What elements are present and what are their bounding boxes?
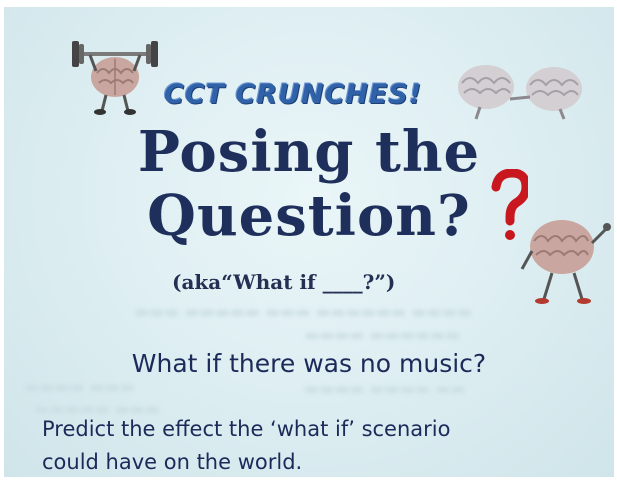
instruction-text xyxy=(42,413,602,477)
page-title-line-1: Posing the xyxy=(137,119,481,185)
background-ghost-text: ▬▬▬▬ ▬▬▬▬▬▬ xyxy=(304,325,461,344)
page-title-line-2: Question? xyxy=(147,183,471,249)
instruction-line-2: could have on the world. xyxy=(42,450,303,474)
brand-title: CCT CRUNCHES! xyxy=(164,79,423,110)
background-ghost-text: ▬▬▬▬ ▬▬▬ xyxy=(24,377,135,396)
two-brains-icon xyxy=(450,59,590,121)
subtitle: (aka“What if ____?”) xyxy=(172,270,396,294)
background-ghost-text: ▬▬▬▬▬ ▬▬▬ xyxy=(34,399,161,418)
instruction-line-1: Predict the effect the ‘what if’ scenario xyxy=(42,417,451,441)
question-text: What if there was no music? xyxy=(131,349,487,378)
background-ghost-text: ▬▬▬ ▬▬▬▬▬ ▬▬▬ ▬▬▬▬▬▬ ▬▬▬▬ xyxy=(134,302,472,321)
background-ghost-text: ▬▬▬▬ ▬▬▬▬ ▬▬ xyxy=(304,379,466,398)
waving-brain-icon xyxy=(518,199,614,309)
weightlifting-brain-icon xyxy=(68,33,162,115)
slide xyxy=(4,7,614,477)
